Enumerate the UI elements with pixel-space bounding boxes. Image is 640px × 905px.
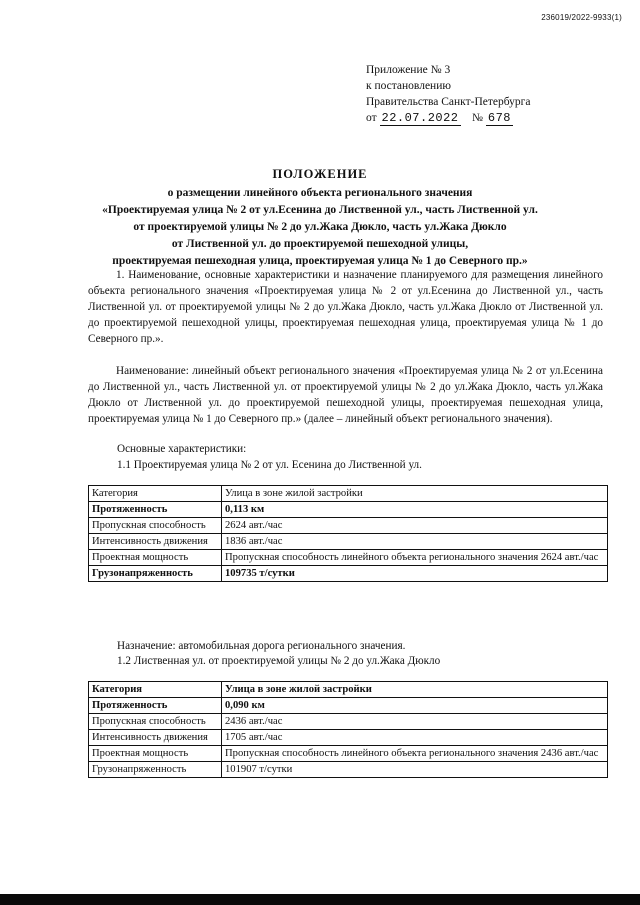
- table-key: Категория: [89, 486, 222, 502]
- characteristics-table-2: [88, 681, 608, 778]
- table-row: [89, 502, 608, 518]
- table-value: 0,113 км: [222, 502, 608, 518]
- table-value: Улица в зоне жилой застройки: [222, 682, 608, 698]
- title-line-4: от Лиственной ул. до проектируемой пешеходной улицы,: [171, 238, 469, 250]
- table-key: Категория: [89, 682, 222, 698]
- resolution-date: 22.07.2022: [381, 111, 459, 125]
- table-row: [89, 682, 608, 698]
- table-row: [89, 746, 608, 762]
- table-value: 1836 авт./час: [222, 534, 608, 550]
- appendix-date-line: [366, 110, 531, 126]
- characteristics-table-1: [88, 485, 608, 582]
- table-row: [89, 486, 608, 502]
- table-value: 0,090 км: [222, 698, 608, 714]
- document-id: 236019/2022-9933(1): [541, 13, 622, 22]
- scan-edge-bar: [0, 894, 640, 905]
- table-key: Проектная мощность: [89, 746, 222, 762]
- table-value: 109735 т/сутки: [222, 566, 608, 582]
- table-key: Интенсивность движения: [89, 730, 222, 746]
- title-line-5: проектируемая пешеходная улица, проектируемая улица № 1 до Северного пр.»: [112, 255, 528, 267]
- table-row: [89, 714, 608, 730]
- table-key: Проектная мощность: [89, 550, 222, 566]
- section-1-2-heading: 1.2 Лиственная ул. от проектируемой улицы № 2 до ул.Жака Дюкло: [117, 655, 441, 667]
- table-key: Грузонапряженность: [89, 762, 222, 778]
- appendix-line-1: Приложение № 3: [366, 64, 451, 76]
- purpose-line: Назначение: автомобильная дорога регионального значения.: [117, 640, 406, 652]
- date-prefix: от: [366, 112, 377, 124]
- paragraph-1: 1. Наименование, основные характеристики и назначение планируемого для размещения линейного объекта регионального значения «Проектируемая улица № 2 от ул.Есенина до Лиственной ул., часть Лиственной ул. от проектируемой улицы № 2 до ул.Жака Дюкло, часть ул.Жака Дюкло от Лиственной ул. до проектируемой пешеходной улицы, проектируемая пешеходная улица, проектируемая улица № 1 до Северного пр.».: [88, 269, 603, 345]
- table-row: [89, 518, 608, 534]
- characteristics-label: Основные характеристики:: [117, 443, 247, 455]
- title-line-1: о размещении линейного объекта регионального значения: [167, 187, 473, 199]
- table-value: 101907 т/сутки: [222, 762, 608, 778]
- paragraph-2: Наименование: линейный объект регионального значения «Проектируемая улица № 2 от ул.Есенина до Лиственной ул., часть Лиственной ул. от проектируемой улицы № 2 до ул.Жака Дюкло, часть ул.Жака Дюкло от Лиственной ул. до проектируемой пешеходной улицы, проектируемая пешеходная улица, проектируемая улица № 1 до Северного пр.» (далее – линейный объект регионального значения).: [88, 365, 603, 425]
- table-key: Пропускная способность: [89, 518, 222, 534]
- table-key: Грузонапряженность: [89, 566, 222, 582]
- table-row: [89, 550, 608, 566]
- appendix-header: [366, 62, 531, 126]
- table-value: Пропускная способность линейного объекта регионального значения 2624 авт./час: [222, 550, 608, 566]
- table-key: Пропускная способность: [89, 714, 222, 730]
- table-value: 2436 авт./час: [222, 714, 608, 730]
- table-row: [89, 566, 608, 582]
- document-title: [40, 166, 600, 270]
- table-row: [89, 730, 608, 746]
- number-prefix: №: [472, 112, 483, 124]
- table-value: 2624 авт./час: [222, 518, 608, 534]
- table-value: Улица в зоне жилой застройки: [222, 486, 608, 502]
- title-line-3: от проектируемой улицы № 2 до ул.Жака Дюкло, часть ул.Жака Дюкло: [133, 221, 507, 233]
- table-row: [89, 534, 608, 550]
- resolution-number: 678: [487, 111, 511, 125]
- section-1-1-heading: 1.1 Проектируемая улица № 2 от ул. Есенина до Лиственной ул.: [117, 459, 422, 471]
- table-key: Интенсивность движения: [89, 534, 222, 550]
- title-line-2: «Проектируемая улица № 2 от ул.Есенина до Лиственной ул., часть Лиственной ул.: [102, 204, 538, 216]
- table-row: [89, 698, 608, 714]
- table-key: Протяженность: [89, 698, 222, 714]
- table-value: 1705 авт./час: [222, 730, 608, 746]
- table-row: [89, 762, 608, 778]
- title-main: ПОЛОЖЕНИЕ: [272, 167, 368, 181]
- appendix-line-3: Правительства Санкт-Петербурга: [366, 96, 531, 108]
- table-value: Пропускная способность линейного объекта регионального значения 2436 авт./час: [222, 746, 608, 762]
- table-key: Протяженность: [89, 502, 222, 518]
- appendix-line-2: к постановлению: [366, 80, 451, 92]
